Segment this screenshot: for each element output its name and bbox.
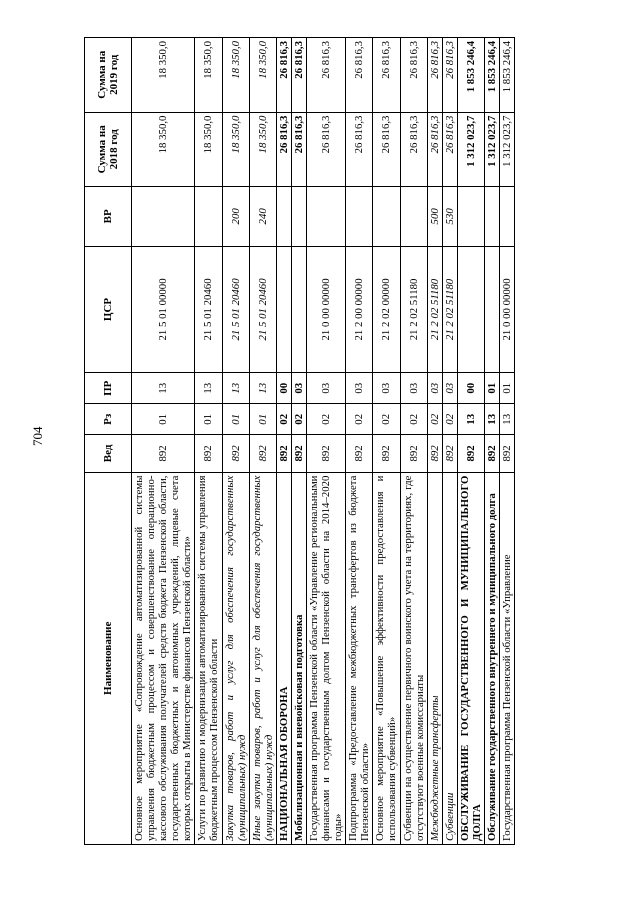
cell-csr [457, 246, 484, 373]
cell-csr: 21 5 01 20460 [195, 246, 222, 373]
cell-csr: 21 0 00 00000 [307, 246, 346, 373]
table-row [307, 38, 346, 845]
table-row [427, 38, 442, 845]
cell-csr [291, 246, 306, 373]
cell-rz: 01 [132, 404, 195, 435]
cell-sum-2019: 1 853 246,4 [457, 38, 484, 113]
cell-csr: 21 5 01 00000 [132, 246, 195, 373]
cell-sum-2018: 18 350,0 [132, 112, 195, 186]
cell-name: Обслуживание государственного внутреннего и муниципального долга [485, 472, 500, 844]
cell-name: Основное мероприятие «Повышение эффективности предоставления и использования субвенций» [373, 472, 400, 844]
table-row [249, 38, 276, 845]
table-header-row [85, 38, 132, 845]
cell-sum-2018: 1 312 023,7 [457, 112, 484, 186]
cell-pr: 03 [291, 373, 306, 404]
cell-pr: 03 [427, 373, 442, 404]
cell-sum-2018: 1 312 023,7 [485, 112, 500, 186]
cell-name: Мобилизационная и вневойсковая подготовка [291, 472, 306, 844]
cell-sum-2018: 26 816,3 [400, 112, 427, 186]
cell-name: Подпрограмма «Предоставление межбюджетных трансфертов из бюджета Пензенской области» [346, 472, 373, 844]
table-row [222, 38, 249, 845]
cell-pr: 03 [346, 373, 373, 404]
cell-name: Межбюджетные трансферты [427, 472, 442, 844]
header-sum-2018: Сумма на 2018 год [85, 112, 132, 186]
cell-sum-2019: 26 816,3 [442, 38, 457, 113]
cell-ved: 892 [400, 435, 427, 472]
cell-name: Закупка товаров, работ и услуг для обеспечения государственных (муниципальных) нужд [222, 472, 249, 844]
cell-sum-2018: 18 350,0 [249, 112, 276, 186]
cell-ved: 892 [373, 435, 400, 472]
header-vr: ВР [85, 187, 132, 247]
cell-rz: 02 [276, 404, 291, 435]
table-row [195, 38, 222, 845]
table-row [485, 38, 500, 845]
cell-vr [346, 187, 373, 247]
cell-csr: 21 5 01 20460 [249, 246, 276, 373]
cell-csr: 21 5 01 20460 [222, 246, 249, 373]
cell-rz: 02 [442, 404, 457, 435]
cell-vr [373, 187, 400, 247]
cell-sum-2018: 26 816,3 [346, 112, 373, 186]
cell-pr: 03 [373, 373, 400, 404]
cell-csr: 21 2 02 51180 [400, 246, 427, 373]
cell-rz: 01 [195, 404, 222, 435]
cell-csr: 21 2 02 00000 [373, 246, 400, 373]
cell-sum-2019: 18 350,0 [132, 38, 195, 113]
cell-sum-2019: 26 816,3 [346, 38, 373, 113]
cell-sum-2018: 26 816,3 [373, 112, 400, 186]
cell-ved: 892 [276, 435, 291, 472]
cell-ved: 892 [307, 435, 346, 472]
cell-ved: 892 [132, 435, 195, 472]
cell-vr [307, 187, 346, 247]
cell-sum-2019: 26 816,3 [373, 38, 400, 113]
table-row [457, 38, 484, 845]
cell-csr: 21 2 00 00000 [346, 246, 373, 373]
cell-ved: 892 [457, 435, 484, 472]
cell-ved: 892 [427, 435, 442, 472]
cell-vr [195, 187, 222, 247]
header-sum-2019: Сумма на 2019 год [85, 38, 132, 113]
table-row [400, 38, 427, 845]
cell-vr [291, 187, 306, 247]
cell-pr: 03 [442, 373, 457, 404]
page-number: 704 [30, 426, 45, 446]
cell-pr: 01 [485, 373, 500, 404]
cell-pr: 13 [222, 373, 249, 404]
cell-csr: 21 2 02 51180 [442, 246, 457, 373]
cell-sum-2018: 26 816,3 [276, 112, 291, 186]
cell-ved: 892 [500, 435, 515, 472]
cell-vr [400, 187, 427, 247]
cell-rz: 02 [427, 404, 442, 435]
budget-table [84, 37, 515, 845]
cell-name: Субвенции [442, 472, 457, 844]
cell-csr [485, 246, 500, 373]
cell-vr: 200 [222, 187, 249, 247]
cell-rz: 01 [249, 404, 276, 435]
cell-pr: 13 [132, 373, 195, 404]
table-row [442, 38, 457, 845]
cell-vr [132, 187, 195, 247]
cell-sum-2019: 26 816,3 [400, 38, 427, 113]
cell-ved: 892 [485, 435, 500, 472]
cell-rz: 02 [307, 404, 346, 435]
cell-pr: 13 [195, 373, 222, 404]
header-name: Наименование [85, 472, 132, 844]
table-row [132, 38, 195, 845]
cell-vr [485, 187, 500, 247]
cell-sum-2019: 26 816,3 [307, 38, 346, 113]
cell-rz: 02 [400, 404, 427, 435]
cell-pr: 01 [500, 373, 515, 404]
table-row [291, 38, 306, 845]
cell-vr: 500 [427, 187, 442, 247]
cell-pr: 03 [400, 373, 427, 404]
table-body [132, 38, 515, 845]
cell-sum-2019: 1 853 246,4 [485, 38, 500, 113]
cell-name: ОБСЛУЖИВАНИЕ ГОСУДАРСТВЕННОГО И МУНИЦИПАЛЬНОГО ДОЛГА [457, 472, 484, 844]
cell-name: Услуги по развитию и модернизации автоматизированной системы управления бюджетным процессом Пензенской области [195, 472, 222, 844]
cell-name: Государственная программа Пензенской области «Управление региональными финансами и государственным долгом Пензенской области на 2014–2020 годы» [307, 472, 346, 844]
cell-sum-2019: 26 816,3 [427, 38, 442, 113]
cell-sum-2019: 26 816,3 [276, 38, 291, 113]
cell-name: Субвенции на осуществление первичного воинского учета на территориях, где отсутствуют военные комиссариаты [400, 472, 427, 844]
cell-vr [457, 187, 484, 247]
cell-ved: 892 [222, 435, 249, 472]
cell-sum-2019: 18 350,0 [249, 38, 276, 113]
cell-ved: 892 [291, 435, 306, 472]
cell-sum-2018: 18 350,0 [195, 112, 222, 186]
cell-vr [276, 187, 291, 247]
header-rz: Рз [85, 404, 132, 435]
cell-name: Государственная программа Пензенской области «Управление [500, 472, 515, 844]
cell-pr: 13 [249, 373, 276, 404]
cell-rz: 01 [222, 404, 249, 435]
cell-sum-2018: 1 312 023,7 [500, 112, 515, 186]
table-row [373, 38, 400, 845]
cell-pr: 00 [457, 373, 484, 404]
cell-sum-2019: 1 853 246,4 [500, 38, 515, 113]
cell-ved: 892 [442, 435, 457, 472]
cell-sum-2018: 18 350,0 [222, 112, 249, 186]
cell-sum-2019: 26 816,3 [291, 38, 306, 113]
cell-rz: 13 [485, 404, 500, 435]
cell-csr [276, 246, 291, 373]
header-pr: ПР [85, 373, 132, 404]
cell-rz: 13 [500, 404, 515, 435]
cell-vr: 240 [249, 187, 276, 247]
cell-name: Иные закупки товаров, работ и услуг для обеспечения государственных (муниципальных) нужд [249, 472, 276, 844]
table-row [346, 38, 373, 845]
cell-ved: 892 [346, 435, 373, 472]
cell-csr: 21 2 02 51180 [427, 246, 442, 373]
cell-rz: 02 [373, 404, 400, 435]
header-csr: ЦСР [85, 246, 132, 373]
rotated-table-wrapper [84, 37, 619, 845]
cell-rz: 13 [457, 404, 484, 435]
cell-name: Основное мероприятие «Сопровождение автоматизированной системы управления бюджетным процессом и совершенствование операционно-кассового обслуживания получателей средств бюджета Пензенской области, государственных бюджетных и автономных учреждений, лицевые счета которых открыты в Министерстве финансов Пензенской области» [132, 472, 195, 844]
cell-name: НАЦИОНАЛЬНАЯ ОБОРОНА [276, 472, 291, 844]
cell-sum-2019: 18 350,0 [195, 38, 222, 113]
cell-rz: 02 [291, 404, 306, 435]
cell-vr [500, 187, 515, 247]
header-ved: Вед [85, 435, 132, 472]
cell-pr: 03 [307, 373, 346, 404]
cell-csr: 21 0 00 00000 [500, 246, 515, 373]
table-row [500, 38, 515, 845]
cell-sum-2018: 26 816,3 [442, 112, 457, 186]
table-row [276, 38, 291, 845]
cell-sum-2018: 26 816,3 [291, 112, 306, 186]
cell-sum-2018: 26 816,3 [307, 112, 346, 186]
cell-rz: 02 [346, 404, 373, 435]
cell-ved: 892 [195, 435, 222, 472]
cell-ved: 892 [249, 435, 276, 472]
cell-sum-2019: 18 350,0 [222, 38, 249, 113]
cell-pr: 00 [276, 373, 291, 404]
cell-vr: 530 [442, 187, 457, 247]
cell-sum-2018: 26 816,3 [427, 112, 442, 186]
